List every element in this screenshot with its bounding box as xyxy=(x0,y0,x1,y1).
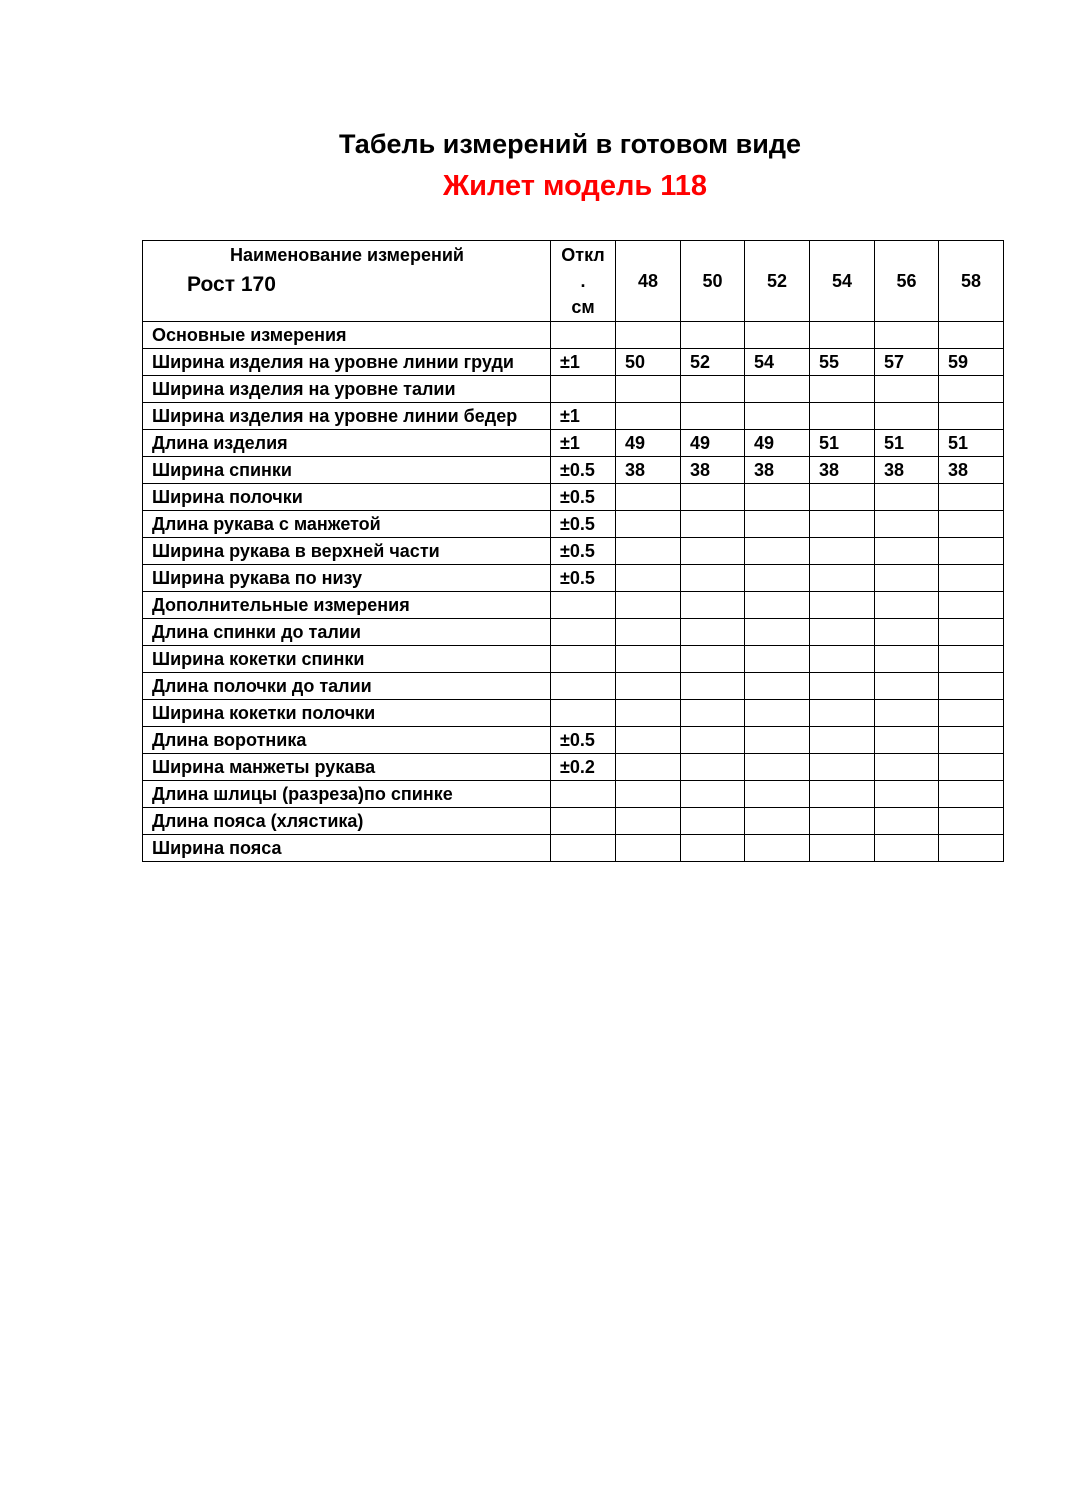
name-header-cell xyxy=(143,241,551,322)
size-value-cell xyxy=(810,835,875,862)
size-value-cell xyxy=(681,781,745,808)
size-value-cell: 51 xyxy=(810,430,875,457)
size-value-cell xyxy=(875,619,939,646)
size-value-cell xyxy=(875,700,939,727)
table-row xyxy=(143,754,1004,781)
size-value-cell xyxy=(875,376,939,403)
tolerance-cell xyxy=(551,781,616,808)
measurement-name: Ширина изделия на уровне линии бедер xyxy=(143,403,551,430)
table-row xyxy=(143,646,1004,673)
name-header: Наименование измерений xyxy=(230,245,464,265)
size-value-cell xyxy=(810,808,875,835)
measurement-name: Ширина кокетки спинки xyxy=(143,646,551,673)
size-value-cell xyxy=(810,484,875,511)
size-value-cell xyxy=(810,322,875,349)
table-row xyxy=(143,538,1004,565)
size-value-cell xyxy=(745,592,810,619)
size-value-cell xyxy=(616,403,681,430)
size-value-cell xyxy=(939,781,1004,808)
size-value-cell xyxy=(681,511,745,538)
size-value-cell xyxy=(810,376,875,403)
size-value-cell xyxy=(616,808,681,835)
tolerance-header-line: Откл xyxy=(561,245,605,265)
size-value-cell xyxy=(681,538,745,565)
size-value-cell xyxy=(681,619,745,646)
tolerance-cell xyxy=(551,673,616,700)
size-value-cell xyxy=(810,781,875,808)
measurement-name: Ширина спинки xyxy=(143,457,551,484)
measurement-name: Основные измерения xyxy=(143,322,551,349)
size-value-cell xyxy=(875,754,939,781)
size-value-cell: 38 xyxy=(745,457,810,484)
size-value-cell xyxy=(939,592,1004,619)
size-value-cell xyxy=(616,835,681,862)
size-value-cell xyxy=(681,484,745,511)
size-value-cell: 54 xyxy=(745,349,810,376)
size-value-cell xyxy=(745,403,810,430)
table-row xyxy=(143,457,1004,484)
tolerance-cell: ±0.2 xyxy=(551,754,616,781)
size-value-cell xyxy=(681,592,745,619)
size-value-cell xyxy=(939,835,1004,862)
size-value-cell xyxy=(810,619,875,646)
measurement-name: Длина изделия xyxy=(143,430,551,457)
model-subtitle: Жилет модель 118 xyxy=(442,170,708,202)
size-value-cell xyxy=(875,403,939,430)
size-header: 56 xyxy=(875,241,939,322)
size-value-cell: 59 xyxy=(939,349,1004,376)
size-value-cell xyxy=(939,403,1004,430)
tolerance-header-line: см xyxy=(571,297,595,317)
tolerance-cell: ±1 xyxy=(551,403,616,430)
size-value-cell xyxy=(745,619,810,646)
size-value-cell xyxy=(616,322,681,349)
measurement-name: Длина рукава с манжетой xyxy=(143,511,551,538)
table-row xyxy=(143,403,1004,430)
size-value-cell xyxy=(681,700,745,727)
size-header: 58 xyxy=(939,241,1004,322)
size-header: 52 xyxy=(745,241,810,322)
measurement-name: Ширина рукава в верхней части xyxy=(143,538,551,565)
size-value-cell xyxy=(939,484,1004,511)
size-header: 50 xyxy=(681,241,745,322)
size-value-cell xyxy=(745,781,810,808)
size-value-cell xyxy=(875,835,939,862)
measurement-name: Ширина манжеты рукава xyxy=(143,754,551,781)
size-value-cell xyxy=(875,484,939,511)
tolerance-cell xyxy=(551,592,616,619)
size-value-cell xyxy=(616,592,681,619)
table-row xyxy=(143,835,1004,862)
table-header-row xyxy=(143,241,1004,322)
measurement-name: Ширина пояса xyxy=(143,835,551,862)
size-value-cell xyxy=(681,727,745,754)
table-row xyxy=(143,565,1004,592)
tolerance-cell xyxy=(551,808,616,835)
size-value-cell xyxy=(681,403,745,430)
measurement-name: Дополнительные измерения xyxy=(143,592,551,619)
size-header: 54 xyxy=(810,241,875,322)
table-row xyxy=(143,511,1004,538)
size-value-cell xyxy=(616,754,681,781)
size-value-cell xyxy=(681,754,745,781)
size-value-cell: 49 xyxy=(745,430,810,457)
tolerance-cell xyxy=(551,619,616,646)
size-value-cell xyxy=(745,376,810,403)
tolerance-cell xyxy=(551,835,616,862)
size-value-cell xyxy=(939,511,1004,538)
size-value-cell xyxy=(939,565,1004,592)
size-value-cell xyxy=(875,646,939,673)
size-value-cell xyxy=(810,727,875,754)
table-row xyxy=(143,592,1004,619)
size-value-cell xyxy=(745,565,810,592)
tolerance-cell xyxy=(551,700,616,727)
size-value-cell: 38 xyxy=(875,457,939,484)
table-row xyxy=(143,376,1004,403)
table-row xyxy=(143,808,1004,835)
size-value-cell xyxy=(810,646,875,673)
size-value-cell xyxy=(616,619,681,646)
size-value-cell xyxy=(616,484,681,511)
size-value-cell xyxy=(810,673,875,700)
size-value-cell xyxy=(745,727,810,754)
size-value-cell: 49 xyxy=(681,430,745,457)
measurement-name: Длина шлицы (разреза)по спинке xyxy=(143,781,551,808)
size-value-cell xyxy=(939,808,1004,835)
table-row xyxy=(143,322,1004,349)
size-value-cell xyxy=(745,754,810,781)
tolerance-cell: ±1 xyxy=(551,349,616,376)
size-value-cell xyxy=(875,565,939,592)
size-value-cell: 52 xyxy=(681,349,745,376)
size-value-cell xyxy=(745,835,810,862)
size-value-cell xyxy=(810,403,875,430)
size-value-cell xyxy=(745,646,810,673)
document-title: Табель измерений в готовом виде xyxy=(338,129,801,159)
measurement-name: Ширина рукава по низу xyxy=(143,565,551,592)
size-value-cell: 38 xyxy=(939,457,1004,484)
size-value-cell xyxy=(875,322,939,349)
size-value-cell xyxy=(875,673,939,700)
size-value-cell xyxy=(875,538,939,565)
size-value-cell xyxy=(616,700,681,727)
size-value-cell xyxy=(939,646,1004,673)
size-value-cell xyxy=(875,781,939,808)
size-value-cell xyxy=(616,673,681,700)
table-row xyxy=(143,484,1004,511)
tolerance-cell xyxy=(551,646,616,673)
tolerance-cell: ±0.5 xyxy=(551,727,616,754)
size-value-cell: 38 xyxy=(681,457,745,484)
size-value-cell xyxy=(939,322,1004,349)
size-value-cell xyxy=(681,322,745,349)
size-value-cell xyxy=(810,700,875,727)
size-value-cell xyxy=(616,565,681,592)
size-value-cell xyxy=(681,565,745,592)
size-value-cell xyxy=(681,646,745,673)
size-value-cell xyxy=(810,511,875,538)
measurement-name: Длина полочки до талии xyxy=(143,673,551,700)
measurement-name: Ширина изделия на уровне талии xyxy=(143,376,551,403)
size-header: 48 xyxy=(616,241,681,322)
size-value-cell: 57 xyxy=(875,349,939,376)
table-row xyxy=(143,349,1004,376)
size-value-cell: 38 xyxy=(810,457,875,484)
size-value-cell xyxy=(939,727,1004,754)
size-value-cell xyxy=(875,808,939,835)
size-value-cell xyxy=(616,511,681,538)
size-value-cell xyxy=(745,538,810,565)
size-value-cell xyxy=(681,808,745,835)
table-row xyxy=(143,619,1004,646)
size-value-cell xyxy=(810,592,875,619)
measurement-name: Ширина полочки xyxy=(143,484,551,511)
tolerance-cell: ±0.5 xyxy=(551,457,616,484)
size-value-cell xyxy=(939,376,1004,403)
table-row xyxy=(143,781,1004,808)
table-row xyxy=(143,430,1004,457)
tolerance-header-line: . xyxy=(580,271,586,291)
height-label: Рост 170 xyxy=(187,273,276,296)
size-value-cell xyxy=(745,511,810,538)
size-value-cell xyxy=(616,646,681,673)
table-row xyxy=(143,700,1004,727)
size-value-cell xyxy=(875,727,939,754)
size-value-cell xyxy=(681,673,745,700)
tolerance-cell: ±0.5 xyxy=(551,565,616,592)
tolerance-cell: ±0.5 xyxy=(551,511,616,538)
size-value-cell xyxy=(616,781,681,808)
tolerance-cell: ±1 xyxy=(551,430,616,457)
size-value-cell xyxy=(810,754,875,781)
size-value-cell xyxy=(939,619,1004,646)
tolerance-header xyxy=(551,241,616,322)
size-value-cell xyxy=(681,835,745,862)
measurement-name: Длина воротника xyxy=(143,727,551,754)
size-value-cell xyxy=(875,511,939,538)
size-value-cell: 38 xyxy=(616,457,681,484)
measurement-name: Длина спинки до талии xyxy=(143,619,551,646)
size-value-cell: 55 xyxy=(810,349,875,376)
size-value-cell xyxy=(745,700,810,727)
size-value-cell xyxy=(616,376,681,403)
size-value-cell xyxy=(939,673,1004,700)
tolerance-cell: ±0.5 xyxy=(551,538,616,565)
size-value-cell xyxy=(745,808,810,835)
size-value-cell xyxy=(875,592,939,619)
size-value-cell xyxy=(745,484,810,511)
size-value-cell xyxy=(616,538,681,565)
tolerance-cell xyxy=(551,376,616,403)
size-value-cell xyxy=(939,754,1004,781)
measurement-name: Ширина изделия на уровне линии груди xyxy=(143,349,551,376)
size-value-cell xyxy=(745,673,810,700)
size-value-cell xyxy=(810,538,875,565)
size-value-cell: 49 xyxy=(616,430,681,457)
size-value-cell xyxy=(745,322,810,349)
tolerance-cell: ±0.5 xyxy=(551,484,616,511)
size-value-cell: 51 xyxy=(875,430,939,457)
measurement-table xyxy=(142,240,1004,862)
size-value-cell: 50 xyxy=(616,349,681,376)
table-row xyxy=(143,673,1004,700)
size-value-cell xyxy=(616,727,681,754)
size-value-cell xyxy=(810,565,875,592)
size-value-cell xyxy=(939,700,1004,727)
table-row xyxy=(143,727,1004,754)
measurement-name: Ширина кокетки полочки xyxy=(143,700,551,727)
size-value-cell xyxy=(681,376,745,403)
size-value-cell: 51 xyxy=(939,430,1004,457)
size-value-cell xyxy=(939,538,1004,565)
measurement-name: Длина пояса (хлястика) xyxy=(143,808,551,835)
tolerance-cell xyxy=(551,322,616,349)
